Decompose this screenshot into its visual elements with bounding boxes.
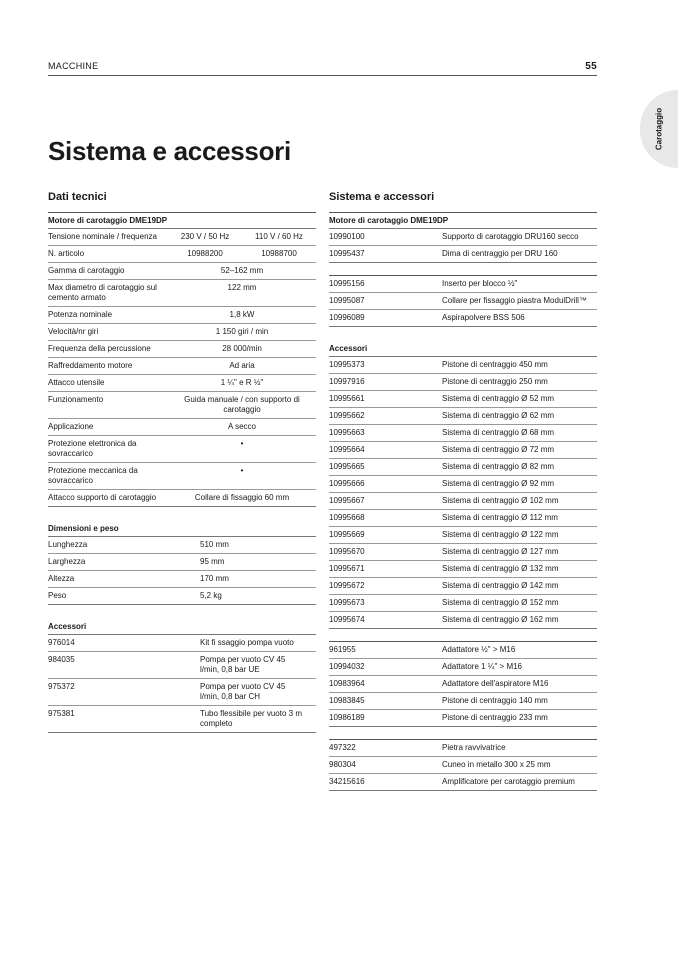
table-row <box>329 407 597 424</box>
article-number: 497322 <box>329 743 356 752</box>
table-row <box>48 262 316 279</box>
spec-label: Attacco supporto di carotaggio <box>48 493 157 502</box>
spec-label: Frequenza della percussione <box>48 344 151 353</box>
spec-value: A secco <box>227 422 256 431</box>
table-row <box>329 658 597 675</box>
article-number: 984035 <box>48 655 75 664</box>
article-number: 10995671 <box>329 564 365 573</box>
article-description: Sistema di centraggio Ø 68 mm <box>442 428 555 437</box>
section-title: Motore di carotaggio DME19DP <box>329 213 597 229</box>
table-section <box>48 619 316 733</box>
article-description: Sistema di centraggio Ø 72 mm <box>442 445 555 454</box>
spec-value: 1 ¼" e R ½" <box>220 378 264 387</box>
article-number: 10995667 <box>329 496 365 505</box>
spec-value: 1,8 kW <box>229 310 255 319</box>
system-accessories-table <box>329 212 597 791</box>
table-row <box>329 577 597 594</box>
table-row <box>329 245 597 262</box>
table-row <box>329 424 597 441</box>
article-number: 10995672 <box>329 581 365 590</box>
spec-label: Max diametro di carotaggio sul cemento armato <box>48 283 157 302</box>
article-description: Pietra ravvivatrice <box>442 743 506 752</box>
table-row <box>329 675 597 692</box>
article-description: Sistema di centraggio Ø 92 mm <box>442 479 555 488</box>
table-section <box>329 341 597 629</box>
dim-value: 510 mm <box>200 540 229 549</box>
article-number: 10995661 <box>329 394 365 403</box>
article-description: Sistema di centraggio Ø 152 mm <box>442 598 559 607</box>
article-description: Kit fi ssaggio pompa vuoto <box>200 638 294 647</box>
article-number: 10994032 <box>329 662 365 671</box>
table-row <box>329 773 597 790</box>
spec-label: N. articolo <box>48 249 85 258</box>
spec-value: • <box>240 439 244 448</box>
table-row <box>48 245 316 262</box>
table-row <box>329 276 597 292</box>
article-number: 10995669 <box>329 530 365 539</box>
article-description: Inserto per blocco ½" <box>442 279 518 288</box>
table-row <box>48 435 316 462</box>
article-description: Sistema di centraggio Ø 102 mm <box>442 496 559 505</box>
left-heading: Dati tecnici <box>48 191 107 203</box>
table-row <box>329 756 597 773</box>
table-row <box>48 570 316 587</box>
table-row <box>329 441 597 458</box>
table-section <box>329 641 597 727</box>
article-number: 980304 <box>329 760 356 769</box>
article-description: Pompa per vuoto CV 45 l/min, 0,8 bar CH <box>200 682 286 701</box>
article-description: Adattatore dell'aspiratore M16 <box>442 679 549 688</box>
dim-value: 95 mm <box>200 557 225 566</box>
article-number: 10995673 <box>329 598 365 607</box>
article-number: 10996089 <box>329 313 365 322</box>
article-description: Sistema di centraggio Ø 142 mm <box>442 581 559 590</box>
spec-label: Funzionamento <box>48 395 104 404</box>
article-number: 10995665 <box>329 462 365 471</box>
tech-data-table <box>48 212 316 733</box>
section-title: Motore di carotaggio DME19DP <box>48 213 316 229</box>
article-description: Sistema di centraggio Ø 82 mm <box>442 462 555 471</box>
dim-value: 170 mm <box>200 574 229 583</box>
table-row <box>48 418 316 435</box>
spec-label: Protezione meccanica da sovraccarico <box>48 466 138 485</box>
table-row <box>48 705 316 732</box>
article-description: Supporto di carotaggio DRU160 secco <box>442 232 579 241</box>
article-number: 10986189 <box>329 713 365 722</box>
article-description: Pompa per vuoto CV 45 l/min, 0,8 bar UE <box>200 655 286 674</box>
page-number: 55 <box>585 61 597 72</box>
article-number: 975381 <box>48 709 75 718</box>
table-row <box>329 390 597 407</box>
article-description: Collare per fissaggio piastra ModulDrill™ <box>442 296 587 305</box>
table-row <box>48 340 316 357</box>
side-tab <box>640 90 678 168</box>
article-number: 975372 <box>48 682 75 691</box>
table-row <box>48 462 316 489</box>
article-description: Sistema di centraggio Ø 162 mm <box>442 615 559 624</box>
article-description: Adattatore 1 ¼" > M16 <box>442 662 522 671</box>
table-row <box>48 587 316 604</box>
article-number: 976014 <box>48 638 75 647</box>
article-description: Sistema di centraggio Ø 62 mm <box>442 411 555 420</box>
page-title: Sistema e accessori <box>48 136 291 166</box>
spec-label: Gamma di carotaggio <box>48 266 125 275</box>
article-description: Pistone di centraggio 140 mm <box>442 696 548 705</box>
dim-label: Lunghezza <box>48 540 88 549</box>
table-row <box>48 229 316 245</box>
article-description: Pistone di centraggio 250 mm <box>442 377 548 386</box>
table-row <box>329 373 597 390</box>
spec-value: 28 000/min <box>222 344 262 353</box>
article-description: Amplificatore per carotaggio premium <box>442 777 575 786</box>
spec-value: 1 150 giri / min <box>215 327 269 336</box>
spec-value: 230 V / 50 Hz <box>180 232 230 241</box>
table-row <box>329 594 597 611</box>
section-title: Accessori <box>329 341 597 357</box>
article-number: 10995668 <box>329 513 365 522</box>
article-description: Sistema di centraggio Ø 132 mm <box>442 564 559 573</box>
page-header <box>48 61 597 76</box>
table-row <box>48 374 316 391</box>
spec-label: Protezione elettronica da sovraccarico <box>48 439 137 458</box>
article-number: 10995670 <box>329 547 365 556</box>
article-number: 10995662 <box>329 411 365 420</box>
article-number: 10995666 <box>329 479 365 488</box>
article-description: Pistone di centraggio 233 mm <box>442 713 548 722</box>
section-label: MACCHINE <box>48 61 99 71</box>
article-number: 34215616 <box>329 777 365 786</box>
table-row <box>329 509 597 526</box>
table-section <box>48 521 316 605</box>
table-row <box>329 560 597 577</box>
section-title: Accessori <box>48 619 316 635</box>
article-description: Tubo flessibile per vuoto 3 m completo <box>200 709 302 728</box>
table-row <box>329 229 597 245</box>
dim-value: 5,2 kg <box>200 591 222 600</box>
spec-label: Tensione nominale / frequenza <box>48 232 157 241</box>
article-number: 10995437 <box>329 249 365 258</box>
table-row <box>329 458 597 475</box>
table-row <box>48 489 316 506</box>
article-number: 10983964 <box>329 679 365 688</box>
table-row <box>329 526 597 543</box>
table-row <box>329 492 597 509</box>
article-number: 961955 <box>329 645 356 654</box>
article-description: Sistema di centraggio Ø 122 mm <box>442 530 559 539</box>
table-row <box>329 543 597 560</box>
side-tab-label: Carotaggio <box>654 107 664 151</box>
table-row <box>329 475 597 492</box>
table-row <box>48 391 316 418</box>
table-row <box>329 642 597 658</box>
section-title: Dimensioni e peso <box>48 521 316 537</box>
article-description: Cuneo in metallo 300 x 25 mm <box>442 760 551 769</box>
table-row <box>329 692 597 709</box>
article-description: Pistone di centraggio 450 mm <box>442 360 548 369</box>
article-number: 10995674 <box>329 615 365 624</box>
table-row <box>48 323 316 340</box>
spec-value: 10988200 <box>187 249 223 258</box>
spec-value: 122 mm <box>227 283 257 292</box>
table-section <box>329 739 597 791</box>
table-row <box>48 553 316 570</box>
spec-label: Potenza nominale <box>48 310 113 319</box>
article-number: 10983845 <box>329 696 365 705</box>
right-heading: Sistema e accessori <box>329 191 435 203</box>
article-number: 10995664 <box>329 445 365 454</box>
table-row <box>48 537 316 553</box>
table-row <box>329 740 597 756</box>
table-row <box>48 306 316 323</box>
spec-label: Velocità/nr giri <box>48 327 99 336</box>
table-section <box>329 212 597 263</box>
spec-label: Raffreddamento motore <box>48 361 133 370</box>
article-description: Sistema di centraggio Ø 52 mm <box>442 394 555 403</box>
table-row <box>329 709 597 726</box>
spec-value: Guida manuale / con supporto di carotaggio <box>184 395 300 414</box>
article-number: 10997916 <box>329 377 365 386</box>
spec-label: Applicazione <box>48 422 94 431</box>
dim-label: Altezza <box>48 574 75 583</box>
article-description: Dima di centraggio per DRU 160 <box>442 249 558 258</box>
table-row <box>329 292 597 309</box>
table-section <box>329 275 597 327</box>
dim-label: Peso <box>48 591 67 600</box>
spec-value: • <box>240 466 244 475</box>
article-number: 10995156 <box>329 279 365 288</box>
article-number: 10995087 <box>329 296 365 305</box>
article-description: Aspirapolvere BSS 506 <box>442 313 525 322</box>
table-row <box>329 611 597 628</box>
table-row <box>329 357 597 373</box>
spec-value: 52–162 mm <box>220 266 264 275</box>
spec-value: Collare di fissaggio 60 mm <box>194 493 290 502</box>
table-row <box>48 651 316 678</box>
article-description: Sistema di centraggio Ø 112 mm <box>442 513 558 522</box>
spec-value: Ad aria <box>229 361 255 370</box>
article-number: 10990100 <box>329 232 365 241</box>
table-section <box>48 212 316 507</box>
dim-label: Larghezza <box>48 557 86 566</box>
spec-value: 110 V / 60 Hz <box>255 232 303 241</box>
article-number: 10995663 <box>329 428 365 437</box>
table-row <box>48 678 316 705</box>
article-number: 10995373 <box>329 360 365 369</box>
article-description: Adattatore ½" > M16 <box>442 645 516 654</box>
table-row <box>48 357 316 374</box>
article-description: Sistema di centraggio Ø 127 mm <box>442 547 559 556</box>
table-row <box>329 309 597 326</box>
table-row <box>48 635 316 651</box>
table-row <box>48 279 316 306</box>
spec-label: Attacco utensile <box>48 378 105 387</box>
spec-value: 10988700 <box>261 249 297 258</box>
